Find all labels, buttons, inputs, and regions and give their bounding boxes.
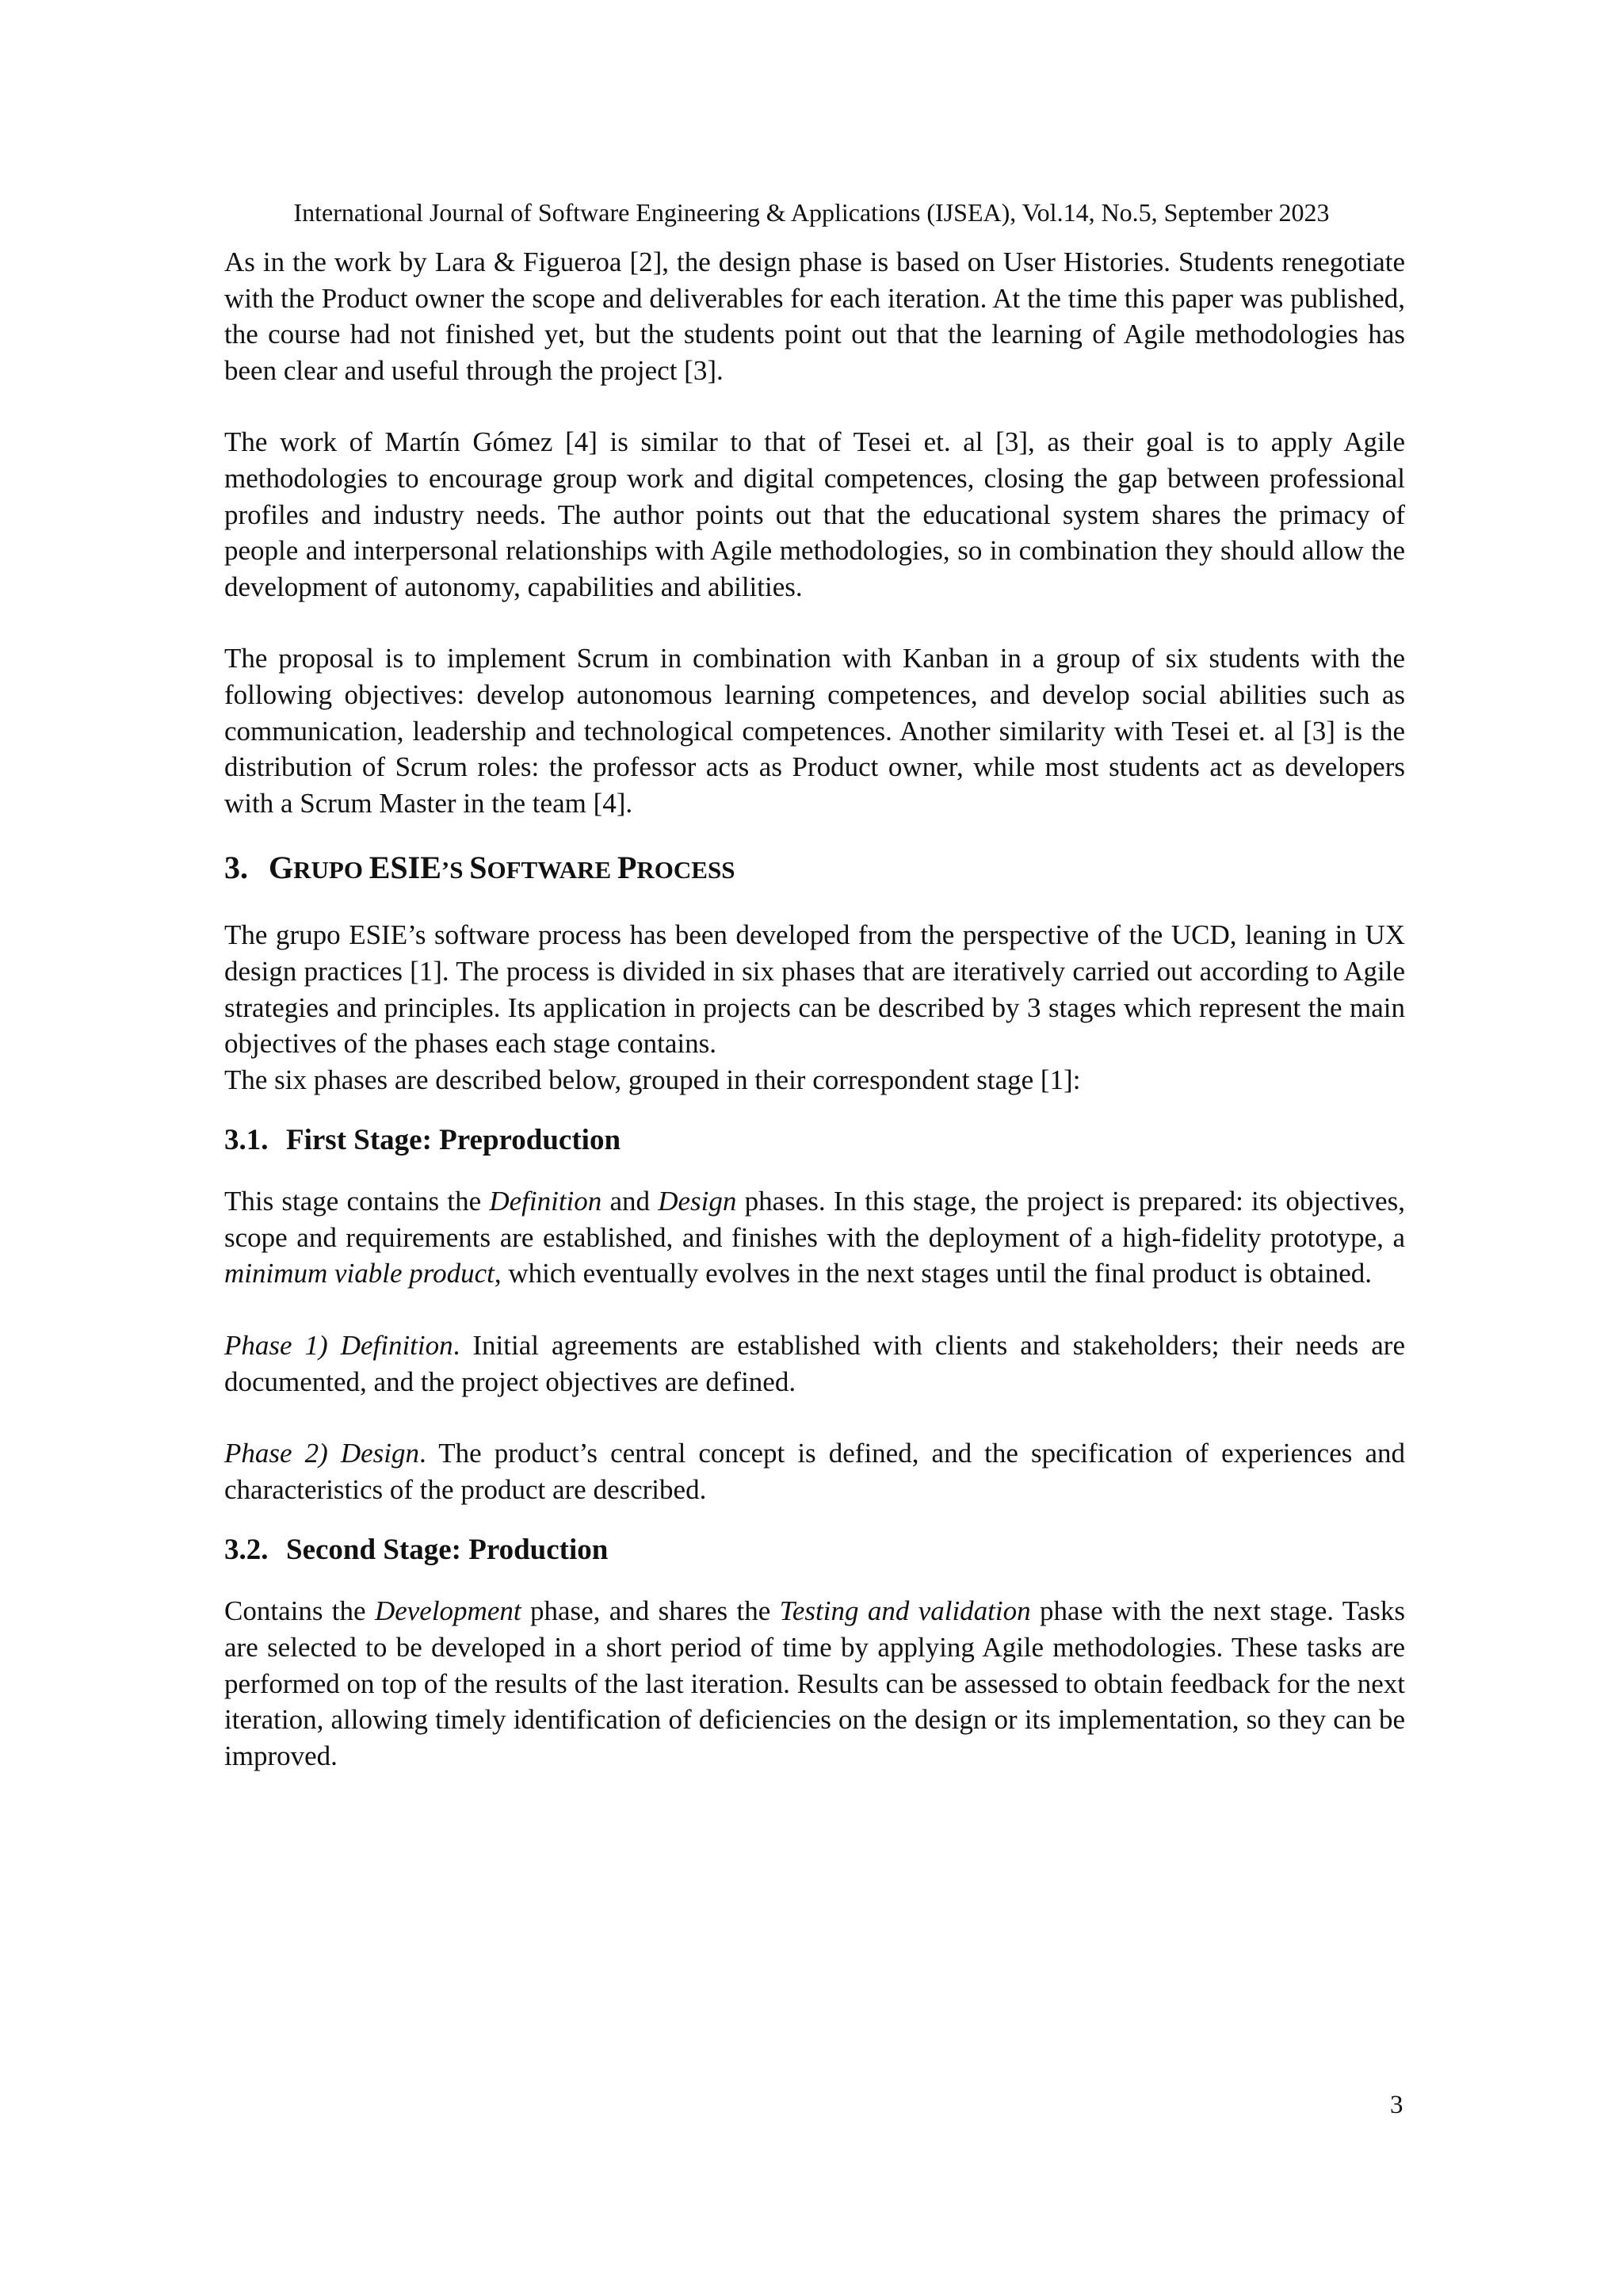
phase-1-label: Phase 1) Definition [224,1330,453,1362]
page-content [224,244,1405,1774]
page-number: 3 [1390,2091,1403,2119]
section-3-2-number: 3.2. [224,1534,269,1567]
section-3-1-body: This stage contains the Definition and Design phases. In this stage, the project is prepared: its objectives, scope and requirements are established, and finishes with the deployment of a high-fidelity prototype, a minimum viable product, which eventually evolves in the next stages until the final product is obtained. [224,1186,1405,1289]
section-3-1-title: First Stage: Preproduction [286,1124,621,1157]
running-header: International Journal of Software Engineering & Applications (IJSEA), Vol.14, No.5, September 2023 [293,198,1330,227]
section-3-number: 3. [224,850,248,886]
section-3-2-heading [224,1525,1405,1576]
section-3-1-number: 3.1. [224,1124,269,1157]
section-3-intro: The grupo ESIE’s software process has been developed from the perspective of the UCD, leaning in UX design practices [1]. The process is divided in six phases that are iteratively carried out according to Agile strategies and principles. Its application in projects can be described by 3 stages which represent the main objectives of the phases each stage contains. [224,919,1405,1060]
section-3-2-body: Contains the Development phase, and shares the Testing and validation phase with the next stage. Tasks are selected to be developed in a short period of time by applying Agile methodologies. These tasks are performed on top of the results of the last iteration. Results can be assessed to obtain feedback for the next iteration, allowing timely identification of deficiencies on the design or its implementation, so they can be improved. [224,1595,1405,1771]
phase-1-definition: Phase 1) Definition. Initial agreements are established with clients and stakeholders; their needs are documented, and the project objectives are defined. [224,1330,1405,1397]
section-3-1-heading [224,1115,1405,1166]
paragraph-lara-figueroa: As in the work by Lara & Figueroa [2], the design phase is based on User Histories. Students renegotiate with the Product owner the scope and deliverables for each iteration. At the time this paper was published, the course had not finished yet, but the students point out that the learning of Agile methodologies has been clear and useful through the project [3]. [224,246,1405,386]
phase-2-design: Phase 2) Design. The product’s central concept is defined, and the specification of experiences and characteristics of the product are described. [224,1438,1405,1505]
paragraph-martin-gomez: The work of Martín Gómez [4] is similar to that of Tesei et. al [3], as their goal is to apply Agile methodologies to encourage group work and digital competences, closing the gap between professional profiles and industry needs. The author points out that the educational system shares the primacy of people and interpersonal relationships with Agile methodologies, so in combination they should allow the development of autonomy, capabilities and abilities. [224,426,1405,602]
section-3-heading: 3. GRUPO ESIE’S SOFTWARE PROCESS [224,839,1405,900]
paragraph-scrum-kanban: The proposal is to implement Scrum in combination with Kanban in a group of six students with the following objectives: develop autonomous learning competences, and develop social abilities such as communication, leadership and technological competences. Another similarity with Tesei et. al [3] is the distribution of Scrum roles: the professor acts as Product owner, while most students act as developers with a Scrum Master in the team [4]. [224,643,1405,819]
section-3-2-title: Second Stage: Production [286,1534,609,1567]
phase-2-label: Phase 2) Design [224,1438,420,1469]
section-3-intro-phases: The six phases are described below, grouped in their correspondent stage [1]: [224,1064,1081,1095]
